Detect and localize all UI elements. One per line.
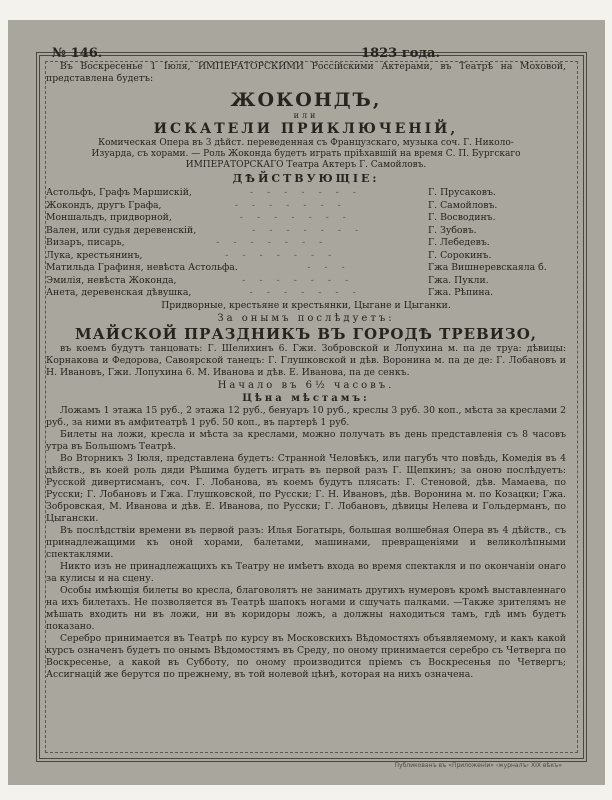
cast-role: Вален, или судья деревенскій,: [46, 224, 197, 236]
cast-actor: Г. Прусаковъ.: [428, 187, 496, 198]
cast-heading: ДѢЙСТВУЮЩІЕ:: [232, 172, 380, 185]
playbill-content: [46, 46, 566, 681]
cast-role: Матильда Графиня, невѣста Астольфа.: [46, 262, 238, 273]
cast-list: [46, 187, 566, 300]
ticket-text: Билеты на ложи, кресла и мѣста за креслами, можно получать въ день представленія съ 8 часовъ утра въ Большомъ Театрѣ.: [46, 428, 566, 452]
cast-extras: Придворные, крестьяне и крестьянки, Цыгане и Цыганки.: [161, 299, 451, 311]
header-row: [46, 46, 566, 61]
cast-actor: Гжа. Рѣпина.: [428, 287, 494, 298]
intro-text: Въ Воскресенье 1 Іюля, ИМПЕРАТОРСКИМИ Россійскими Актерами, въ Театрѣ на Моховой, представлена будетъ:: [46, 61, 566, 84]
playbill-year: 1823 года.: [361, 46, 440, 61]
seating-rule-text: Особы имѣющія билеты во кресла, благоволятъ не занимать другихъ нумеровъ кромѣ выставленнаго на ихъ билетахъ. Не позволяется въ Театрѣ шапокъ ногами и сшучать палками. —Также зрителямъ не мѣшать входить ни въ ложи, ни въ коридоры ложъ, а должны находиться тамъ, гдѣ имъ будетъ показано.: [46, 584, 566, 632]
price-heading: Цѣна мѣстамъ:: [242, 392, 370, 404]
cast-actor: Г. Зубовъ.: [428, 224, 477, 236]
cast-row: Визаръ, писарь, ------- Г. Лебедевъ.: [46, 237, 566, 250]
play-subtitle: ИСКАТЕЛИ ПРИКЛЮЧЕНІЙ,: [153, 121, 459, 137]
cast-actor: Г. Лебедевъ.: [428, 237, 490, 248]
cast-role: Визаръ, писарь,: [46, 237, 125, 248]
cast-actor: Г. Восводинъ.: [428, 212, 496, 223]
cast-role: Астольфъ, Графъ Маршискій,: [46, 187, 192, 198]
play-or: или: [293, 111, 319, 120]
currency-rule-text: Серебро принимается въ Театрѣ по курсу въ Московскихъ Вѣдомостяхъ объявляемому, и какъ какой курсъ означенъ будетъ по онымъ Вѣдомостямъ въ Среду, по оному принимается серебро съ Четверга по Воскресенье, а какой въ Субботу, по оному производится пріемъ съ Воскресенья по Четвергъ; Ассигнацій же берутся по прежнему, въ той нолевой цѣнѣ, которая на нихъ означена.: [46, 632, 566, 680]
upcoming-opera-text: Въ послѣдствіи времени въ первой разъ: Илья Богатырь, большая волшебная Опера въ 4 дѣйств., съ принадлежащими къ оной хорами, балетами, машинами, превращеніями и великолѣпными спектаклями.: [46, 524, 566, 560]
cast-actor: Г. Самойловъ.: [428, 199, 498, 211]
play-desc-3: ИМПЕРАТОРСКАГО Театра Актеръ Г. Самойловъ.: [185, 160, 427, 170]
cast-actor: Г. Сорокинъ.: [428, 249, 492, 261]
source-note: Публикованъ въ «Приложеніи» ‹журналъ› XIX вѣкъ»: [394, 762, 562, 769]
price-text: Ложамъ 1 этажа 15 руб., 2 этажа 12 руб., бенуаръ 10 руб., креслы 3 руб. 30 коп., мѣста за креслами 2 руб., за ними въ амфитеатрѣ 1 руб. 50 коп., въ партерѣ 1 руб.: [46, 404, 566, 428]
play-desc-2: Изуарда, съ хорами. — Роль Жоконда будетъ играть пріѣхавшій на время С. П. Бургскаго: [91, 149, 521, 159]
cast-role: Жокондъ, другъ Графа,: [46, 199, 162, 211]
ballet-title: МАЙСКОЙ ПРАЗДНИКЪ ВЪ ГОРОДѢ ТРЕВИЗО,: [74, 324, 538, 343]
cast-row: Анета, деревенская дѣвушка, ------- Гжа. Рѣпина.: [46, 287, 566, 300]
cast-row: Астольфъ, Графъ Маршискій, ------- Г. Прусаковъ.: [46, 187, 566, 200]
next-show-text: Во Вторникъ 3 Іюля, представлена будетъ: Странной Человѣкъ, или пагубъ что повѣдь, Комедія въ 4 дѣйств., въ коей роль дяди Рѣшима будетъ играть въ первой разъ Г. Щепкинъ; за оною послѣдуетъ: Русской дивертисманъ, соч. Г. Лобанова, въ коемъ будутъ плясать: Г. Стеновой, дѣв. Мамаева, по Русски; Г. Лобановъ и Гжа. Глушковской, по Русски; Г. Н. Ивановъ, дѣв. Воронина м. по Козацки; Гжа. Зобровская, М. Иванова и дѣв. Е. Иванова, по Русски; Г. Лобановъ, дѣвицы Нелева и Гольдерманъ, по Цыгански.: [46, 452, 566, 524]
cast-row: Матильда Графиня, невѣста Астольфа. --- Гжа Вишнеревскаяла б.: [46, 262, 566, 275]
cast-row: Жокондъ, другъ Графа, ------- Г. Самойловъ.: [46, 200, 566, 213]
playbill-number: № 146.: [52, 46, 103, 61]
start-time: Начало въ 6½ часовъ.: [217, 379, 395, 391]
cast-row: Эмилія, невѣста Жоконда, ------- Гжа. Пукли.: [46, 275, 566, 288]
cast-row: Вален, или судья деревенскій, ------- Г. Зубовъ.: [46, 225, 566, 238]
cast-actor: Гжа. Пукли.: [428, 274, 489, 286]
cast-role: Лука, крестьянинъ,: [46, 249, 143, 261]
cast-row: Моншальдъ, придворной, ------- Г. Восводинъ.: [46, 212, 566, 225]
play-desc-1: Комическая Опера въ 3 дѣйст. переведенная съ Французскаго, музыка соч. Г. Николо-: [98, 138, 514, 148]
cast-actor: Гжа Вишнеревскаяла б.: [428, 262, 547, 273]
ballet-text: въ коемъ будутъ танцовать: Г. Шелихинъ 6. Гжи. Зобровской и Лопухина м. па де труа: дѣвицы: Корнакова и Федорова, Савоярской танецъ: Г. Глушковской и дѣв. Воронина м. па де де: Г. Лобановъ и Н. Ивановъ, Гжи. Лопухина 6. М. Иванова и дѣв. Е. Иванова, па де сенкъ.: [46, 342, 566, 378]
backstage-rule-text: Никто изъ не принадлежащихъ къ Театру не имѣетъ входа во время спектакля и по окончаніи онаго за кулисы и на сцену.: [46, 560, 566, 584]
cast-row: Лука, крестьянинъ, ------- Г. Сорокинъ.: [46, 250, 566, 263]
cast-role: Моншальдъ, придворной,: [46, 212, 172, 223]
cast-role: Эмилія, невѣста Жоконда,: [46, 274, 177, 286]
cast-role: Анета, деревенская дѣвушка,: [46, 287, 192, 298]
after-label: За онымъ послѣдуетъ:: [217, 312, 395, 324]
play-title: ЖОКОНДЪ,: [230, 89, 382, 111]
